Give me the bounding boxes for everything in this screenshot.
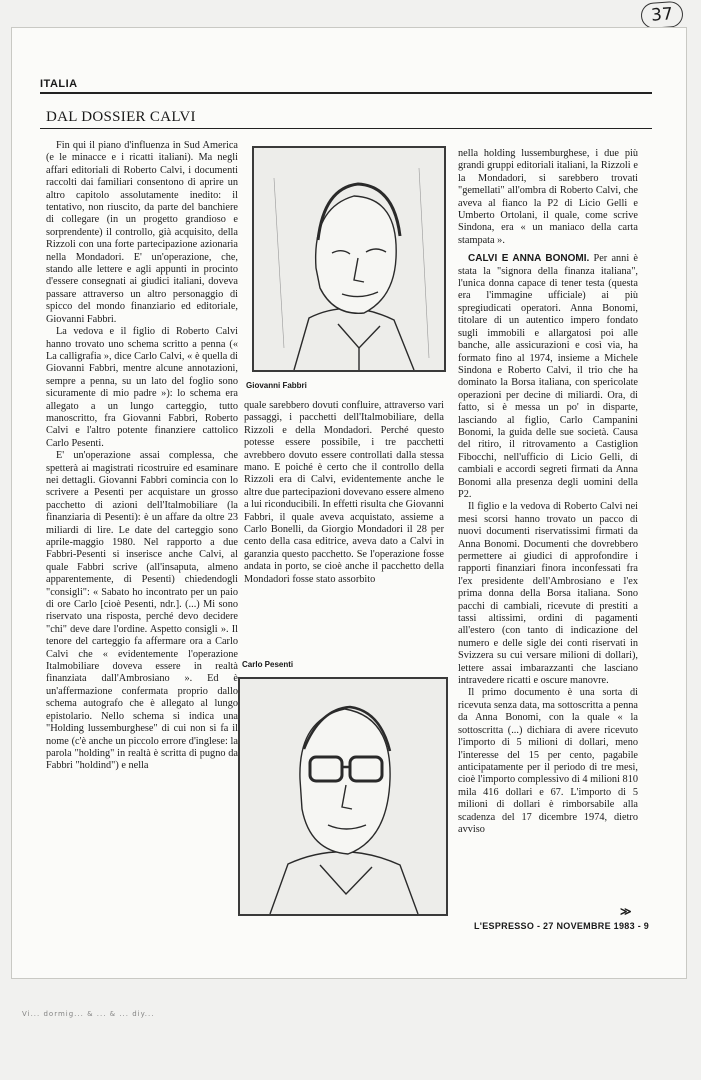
portrait-giovanni-fabbri <box>252 146 446 372</box>
subhead: CALVI E ANNA BONOMI. <box>468 253 590 265</box>
article-column-3 <box>458 148 638 896</box>
dossier-title: DAL DOSSIER CALVI <box>46 109 196 125</box>
paragraph: La vedova e il figlio di Roberto Calvi hanno trovato uno schema scritto a penna (« La calligrafia », dice Carlo Calvi, « è quella di Giovanni Fabbri, mentre alcune annotazioni, sempre a penna, su un lato del foglio sono sicuramente di mio padre »): lo schema era allegato a un lungo carteggio, tutto manoscritto, fra Giovanni Fabbri, Roberto Calvi e l'altro potente finanziere cattolico Carlo Pesenti. <box>46 326 238 449</box>
paragraph: E' un'operazione assai complessa, che spetterà ai magistrati ricostruire ed esaminare nei dettagli. Giovanni Fabbri comincia con lo scrivere a Pesenti per acquistare un grosso pacchetto di azioni dell'Italmobiliare (la finanziaria di Pesenti): è un affare da oltre 23 miliardi di lire. Le date del carteggio sono aprile-maggio 1980. Nel rapporto a due Fabbri-Pesenti si inserisce anche Calvi, al quale Fabbri scrive (all'insaputa, almeno apparentemente, di Pesenti) chiedendogli "consigli": « Sabato ho incontrato per un paio di ore Carlo [cioè Pesenti, ndr.]. (...) Mi sono riservato una risposta, perché devo decidere "chi" deve dare l'ordine. Aspetto consigli ». Il tenore del carteggio fa affermare ora a Carlo Calvi che « evidentemente l'operazione Italmobiliare doveva essere in realtà finanziata dall'Ambrosiano ». Ed è un'affermazione confermata proprio dallo schema autografo che è allegato al lungo epistolario. Nello schema si indica una "Holding lussemburghese" di cui non si fa il nome (c'è anche un piccolo errore d'inglese: la parola "holding" in realtà è scritta di pugno da Fabbri "holdind") e nella <box>46 450 238 772</box>
paragraph: Fin qui il piano d'influenza in Sud America (e le minacce e i ricatti italiani). Ma negli affari editoriali di Roberto Calvi, i documenti raccolti dai familiari consentono di aprire un altro capitolo assolutamente inedito: il tentativo, non riuscito, da parte del banchiere di collegare (in un progetto grandioso e sorprendente) il controllo, già acquisito, della Rizzoli con una forte partecipazione azionaria nella Mondadori. E' un'operazione, che, stando alle lettere e agli appunti in procinto d'essere consegnati ai giudici italiani, doveva passare attraverso un altro personaggio di spicco del mondo finanziario ed editoriale, Giovanni Fabbri. <box>46 140 238 325</box>
publication-footer: L'ESPRESSO - 27 NOVEMBRE 1983 - 9 <box>474 921 650 931</box>
paragraph: Il figlio e la vedova di Roberto Calvi nei mesi scorsi hanno trovato un pacco di nuovi documenti riservatissimi firmati da Anna Bonomi. Documenti che dovrebbero permettere ai giudici di approfondire i rapporti finanziari finora inconfessati fra l'ex presidente dell'Ambrosiano e l'ex prima donna della Borsa italiana. Sono pacchi di cambiali, ricevute di prestiti a tassi altissimi, ordini di pagamenti all'estero (con tanto di indicazione del numero e delle sigle dei conti riservati in Svizzera su cui versare milioni di dollari), lettere assai imbarazzanti che lasciano intravedere ricatti e oscure manovre. <box>458 501 638 687</box>
portrait-carlo-pesenti <box>238 677 448 916</box>
portrait-illustration <box>254 148 444 370</box>
portrait-illustration <box>240 679 446 914</box>
header-rule <box>40 92 652 94</box>
continue-arrow: ≫ <box>620 906 632 918</box>
paragraph: quale sarebbero dovuti confluire, attraverso vari passaggi, i pacchetti dell'Italmobiliare, della Rizzoli e della Mondadori. Perché questo potesse essere possibile, i tre pacchetti avrebbero dovuto essere controllati dalla stessa mano. E poiché è certo che il controllo della Rizzoli era di Calvi, evidentemente anche le altre due partecipazioni dovevano essere almeno a lui riconducibili. In effetti risulta che Giovanni Fabbri, il quale aveva acquistato, assieme a Carlo Bonelli, da Giorgio Mondadori il 28 per cento della casa editrice, aveva dato a Calvi in garanzia questo pacchetto. Se l'operazione fosse andata in porto, se cioè anche il pacchetto della Mondadori fosse stato assorbito <box>244 400 444 585</box>
paragraph-with-subhead <box>458 253 638 501</box>
handwritten-note: Vi... dormig... & ... & ... diy... <box>22 1010 155 1018</box>
subhead-text: Per anni è stata la "signora della finanza italiana", l'unica donna capace di tener testa (questa era l'immagine ufficiale) ai più spregiudicati operatori. Anna Bonomi, titolare di un autentico impero fondato sugli immobili e allargatosi poi alle banche, alle assicurazioni e così via, ha formato fino al 1974, insieme a Michele Sindona e Roberto Calvi, il trio che ha dominato la Borsa italiana, con spericolate operazioni per decine di miliardi. Ora, di fatto, si è messa un po' in disparte, lasciando al figlio, Carlo Campanini Bonomi, la guida delle sue società. Causa del ritiro, il ritrovamento a Castiglion Fibocchi, nell'ufficio di Licio Gelli, di cambiali e accordi segreti firmati da Anna Bonomi alla presenza degli uomini della P2. <box>458 253 638 500</box>
paragraph: nella holding lussemburghese, i due più grandi gruppi editoriali italiani, la Rizzoli e la Mondadori, si sarebbero trovati "gemellati" all'ombra di Roberto Calvi, che aveva al fianco la P2 di Licio Gelli e Umberto Ortolani, il quale, come scrive Sindona, era « un maniaco della carta stampata ». <box>458 148 638 246</box>
title-rule <box>40 128 652 129</box>
photo-caption-pesenti: Carlo Pesenti <box>242 660 294 669</box>
section-tag: ITALIA <box>40 78 78 90</box>
photo-caption-fabbri: Giovanni Fabbri <box>246 381 307 390</box>
article-column-2 <box>244 400 444 655</box>
article-column-1 <box>46 140 238 910</box>
page-number-annotation: 37 <box>640 1 684 30</box>
paragraph: Il primo documento è una sorta di ricevuta senza data, ma sottoscritta a penna da Anna Bonomi, con la quale « la sottoscritta (...) dichiara di avere ricevuto l'importo di 5 milioni di dollari, meno l'interesse del 15 per cento, pagabile anticipatamente per il periodo di tre mesi, cioè l'importo complessivo di 4 milioni 810 mila 416 dollari e 67. L'importo di 5 milioni di dollari è rimborsabile alla scadenza del 17 dicembre 1974, dietro avviso <box>458 687 638 835</box>
